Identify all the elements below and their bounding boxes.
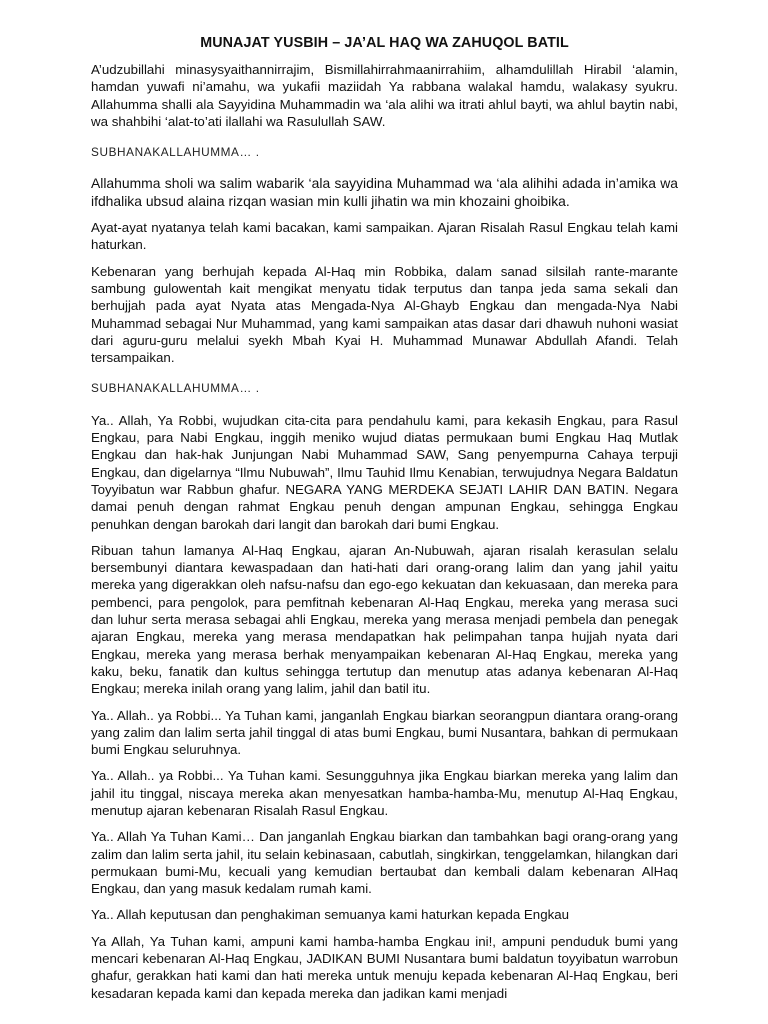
- paragraph-doa-1: Ya.. Allah.. ya Robbi... Ya Tuhan kami, janganlah Engkau biarkan seorangpun diantara orang-orang yang zalim dan lalim serta jahil tinggal di atas bumi Engkau, bumi Nusantara, bahkan di permukaan bumi Engkau seluruhnya.: [91, 707, 678, 758]
- document-title: MUNAJAT YUSBIH – JA’AL HAQ WA ZAHUQOL BATIL: [200, 35, 569, 51]
- paragraph-doa-3: Ya.. Allah Ya Tuhan Kami… Dan janganlah Engkau biarkan dan tambahkan bagi orang-orang yang zalim dan lalim serta jahil, itu selain kebinasaan, cabutlah, singkirkan, tenggelamkan, hilangkan dari permukaan bumi-Mu, kecuali yang kemudian bertaubat dan kembali dalam kebenaran AlHaq Engkau, dan yang masuk kedalam rumah kami.: [91, 829, 678, 897]
- paragraph-ayat: Ayat-ayat nyatanya telah kami bacakan, kami sampaikan. Ajaran Risalah Rasul Engkau telah kami haturkan.: [91, 220, 678, 253]
- paragraph-cita-cita: Ya.. Allah, Ya Robbi, wujudkan cita-cita para pendahulu kami, para kekasih Engkau, para Rasul Engkau, para Nabi Engkau, inggih meniko wujud diatas permukaan bumi Engkau Haq Mutlak Engkau dan hak-hak Junjungan Nabi Muhammad SAW, Sang penyempurna Cahaya terpuji Engkau, dan digelarnya “Ilmu Nubuwah”, Ilmu Tauhid Ilmu Kenabian, terwujudnya Negara Baldatun Toyyibatun war Rabbun ghafur. NEGARA YANG MERDEKA SEJATI LAHIR DAN BATIN. Negara damai penuh dengan rahmat Engkau penuh dengan ampunan Engkau, sehingga Engkau penuhkan dengan barokah dari langit dan barokah dari bumi Engkau.: [91, 412, 678, 532]
- paragraph-ampuni: Ya Allah, Ya Tuhan kami, ampuni kami hamba-hamba Engkau ini!, ampuni penduduk bumi yang mencari kebenaran Al-Haq Engkau, JADIKAN BUMI Nusantara bumi baldatun toyyibatun warrobun ghafur, gerakkan hati kami dan hati mereka untuk menuju kepada kebenaran Al-Haq Engkau, beri kesadaran kepada kami dan kepada mereka dan jadikan kami menjadi: [91, 933, 678, 1001]
- paragraph-subhanakallahumma: SUBHANAKALLAHUMMA… .: [91, 145, 260, 160]
- paragraph-subhanakallahumma: SUBHANAKALLAHUMMA… .: [91, 381, 260, 396]
- paragraph-keputusan: Ya.. Allah keputusan dan penghakiman semuanya kami haturkan kepada Engkau: [91, 907, 570, 923]
- paragraph-kebenaran: Kebenaran yang berhujah kepada Al-Haq min Robbika, dalam sanad silsilah rante-marante sambung gulowentah kait mengikat menyatu tidak terputus dan tanpa jeda sama sekali dan berhujjah pada ayat Nyata atas Mengada-Nya Al-Ghayb Engkau dan mengada-Nya Nabi Muhammad sebagai Nur Muhammad, yang kami sampaikan atas dasar dari dhawuh nuhoni wasiat dari aguru-guru melalui syekh Mbah Kyai H. Muhammad Munawar Abdullah Afandi. Telah tersampaikan.: [91, 263, 678, 366]
- paragraph-opening: A’udzubillahi minasysyaithannirrajim, Bismillahirrahmaanirrahiim, alhamdulillah Hirabil ‘alamin, hamdan yuwafi ni’amahu, wa yukafii maziidah Ya rabbana walakal hamdu, walakasy syukru. Allahumma shalli ala Sayyidina Muhammadin wa ‘ala alihi wa itrati ahlul bayti, wa ahlul baytin nabi, wa shahbihi ‘alat-to’ati ilallahi wa Rasulullah SAW.: [91, 62, 678, 129]
- paragraph-sholawat: Allahumma sholi wa salim wabarik ‘ala sayyidina Muhammad wa ‘ala alihihi adada in’amika wa ifdhalika ubsud alaina rizqan wasian min kulli jihatin wa min khozaini ghoibika.: [91, 175, 678, 209]
- paragraph-doa-2: Ya.. Allah.. ya Robbi... Ya Tuhan kami. Sesungguhnya jika Engkau biarkan mereka yang lalim dan jahil itu tinggal, niscaya mereka akan menyesatkan hamba-hamba-Mu, menutup Al-Haq Engkau, menutup ajaran kebenaran Risalah Rasul Engkau.: [91, 768, 678, 818]
- paragraph-ribuan-tahun: Ribuan tahun lamanya Al-Haq Engkau, ajaran An-Nubuwah, ajaran risalah kerasulan selalu bersembunyi diantara kewaspadaan dan hati-hati dari orang-orang lalim dan yang jahil yaitu mereka yang digerakkan oleh nafsu-nafsu dan ego-ego kekuatan dan kekuasaan, dan mereka para pembenci, para pengolok, para pemfitnah kebenaran Al-Haq Engkau, mereka yang merasa suci dan luhur serta merasa sebagai ahli Engkau, mereka yang merasa menjadi pembela dan penegak ajaran Engkau, mereka yang merasa mendapatkan hak pelimpahan tanpa hujjah nyata dari Engkau, mereka yang merasa berhak menyampaikan kebenaran Al-Haq Engkau, mereka yang kaku, beku, fanatik dan kultus sehingga tertutup dan menutup atas adanya kebenaran Al-Haq Engkau; mereka inilah orang yang lalim, jahil dan batil itu.: [91, 542, 678, 697]
